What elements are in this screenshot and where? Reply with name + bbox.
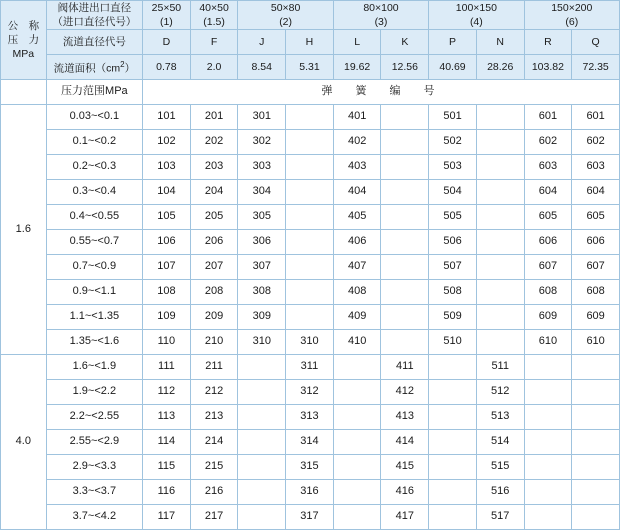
spring-code: 503 (429, 155, 477, 180)
spring-code: 214 (190, 430, 238, 455)
spring-code: 513 (476, 405, 524, 430)
size-group-3-size: 80×100 (363, 2, 399, 14)
spring-code: 609 (524, 305, 572, 330)
pressure-range: 0.03~<0.1 (46, 105, 142, 130)
spring-code (286, 255, 334, 280)
channel-area-header: 流道面积$(cm^2)$ (46, 55, 142, 80)
table-row (1, 155, 620, 180)
pressure-range: 0.1~<0.2 (46, 130, 142, 155)
spring-code (286, 230, 334, 255)
spring-code (381, 255, 429, 280)
nominal-pressure-4-0: 4.0 (1, 355, 47, 530)
pressure-range: 3.3~<3.7 (46, 480, 142, 505)
size-group-1-size: 40×50 (199, 2, 229, 14)
spring-code: 114 (143, 430, 191, 455)
spring-code: 401 (333, 105, 381, 130)
spring-code (333, 380, 381, 405)
size-group-5-size: 150×200 (551, 2, 593, 14)
channel-code-8: R (524, 30, 572, 55)
table-row (1, 105, 620, 130)
spring-code (286, 305, 334, 330)
channel-area-1: 2.0 (190, 55, 238, 80)
channel-code-0: D (143, 30, 191, 55)
spring-code: 608 (524, 280, 572, 305)
spring-code (572, 430, 620, 455)
pressure-range: 1.6~<1.9 (46, 355, 142, 380)
channel-code-6: P (429, 30, 477, 55)
spring-code: 508 (429, 280, 477, 305)
size-group-4 (429, 1, 524, 30)
table-row (1, 180, 620, 205)
pressure-range: 1.1~<1.35 (46, 305, 142, 330)
size-group-0-code: (1) (159, 16, 173, 29)
spring-code (524, 355, 572, 380)
spring-code: 414 (381, 430, 429, 455)
spring-code (524, 430, 572, 455)
table-row (1, 255, 620, 280)
spring-code (524, 480, 572, 505)
channel-code-9: Q (572, 30, 620, 55)
table-row (1, 430, 620, 455)
spring-code: 203 (190, 155, 238, 180)
spring-code: 217 (190, 505, 238, 530)
pressure-range: 2.55~<2.9 (46, 430, 142, 455)
spring-code: 303 (238, 155, 286, 180)
spring-code: 205 (190, 205, 238, 230)
channel-code-4: L (333, 30, 381, 55)
spring-code: 606 (572, 230, 620, 255)
channel-code-header: 流道直径代号 (46, 30, 142, 55)
spring-code: 407 (333, 255, 381, 280)
spring-number-band-row (1, 80, 620, 105)
channel-area-3: 5.31 (286, 55, 334, 80)
spring-code (429, 355, 477, 380)
pressure-range: 0.7~<0.9 (46, 255, 142, 280)
spring-code: 208 (190, 280, 238, 305)
spring-code: 403 (333, 155, 381, 180)
pressure-range: 2.2~<2.55 (46, 405, 142, 430)
spring-code (238, 380, 286, 405)
pressure-range: 1.9~<2.2 (46, 380, 142, 405)
spring-code (572, 355, 620, 380)
table-row (1, 455, 620, 480)
pressure-range: 1.35~<1.6 (46, 330, 142, 355)
spring-code: 402 (333, 130, 381, 155)
spring-code (238, 405, 286, 430)
size-group-4-size: 100×150 (455, 2, 497, 14)
table-row (1, 280, 620, 305)
spring-code: 601 (524, 105, 572, 130)
channel-area-0: 0.78 (143, 55, 191, 80)
pressure-range: 0.3~<0.4 (46, 180, 142, 205)
spring-code (429, 480, 477, 505)
size-group-4-code: (4) (469, 16, 483, 29)
spring-code: 207 (190, 255, 238, 280)
spring-code (286, 155, 334, 180)
spring-code (286, 105, 334, 130)
spring-code: 101 (143, 105, 191, 130)
spring-code (238, 505, 286, 530)
spring-code: 305 (238, 205, 286, 230)
spring-code: 408 (333, 280, 381, 305)
spring-code: 506 (429, 230, 477, 255)
spring-code: 608 (572, 280, 620, 305)
spring-code: 607 (524, 255, 572, 280)
spring-code (381, 280, 429, 305)
spring-code: 107 (143, 255, 191, 280)
spring-code (238, 480, 286, 505)
header-row-channel-areas (1, 55, 620, 80)
size-group-3 (333, 1, 428, 30)
spring-code: 609 (572, 305, 620, 330)
size-group-2 (238, 1, 333, 30)
spring-code (476, 330, 524, 355)
spring-code: 602 (524, 130, 572, 155)
area-unit-exponent: 2 (120, 59, 125, 69)
table-body (1, 1, 620, 530)
channel-area-6: 40.69 (429, 55, 477, 80)
spring-code (476, 280, 524, 305)
spring-code (429, 505, 477, 530)
spring-code (333, 505, 381, 530)
channel-area-7: 28.26 (476, 55, 524, 80)
size-group-1 (190, 1, 238, 30)
spring-code: 502 (429, 130, 477, 155)
nominal-line-2: 压 力 (7, 34, 40, 47)
spring-code: 605 (524, 205, 572, 230)
size-group-3-code: (3) (374, 16, 388, 29)
pressure-range: 0.4~<0.55 (46, 205, 142, 230)
spring-code (286, 280, 334, 305)
spring-code (381, 205, 429, 230)
channel-code-1: F (190, 30, 238, 55)
spring-code: 106 (143, 230, 191, 255)
spring-code (333, 405, 381, 430)
spring-code: 412 (381, 380, 429, 405)
spring-code: 105 (143, 205, 191, 230)
spring-code: 310 (238, 330, 286, 355)
spring-code: 411 (381, 355, 429, 380)
table-row (1, 230, 620, 255)
spring-code: 302 (238, 130, 286, 155)
spring-code (524, 380, 572, 405)
spring-code: 607 (572, 255, 620, 280)
size-group-5-code: (6) (565, 16, 579, 29)
table-row (1, 205, 620, 230)
spring-code (429, 405, 477, 430)
spring-code (286, 205, 334, 230)
size-group-2-size: 50×80 (270, 2, 301, 14)
spring-code: 516 (476, 480, 524, 505)
spring-number-band-label: 弹 簧 编 号 (143, 80, 620, 105)
table-row (1, 355, 620, 380)
spring-code (572, 405, 620, 430)
spring-code: 304 (238, 180, 286, 205)
spring-code (238, 355, 286, 380)
spring-code: 310 (286, 330, 334, 355)
spring-code: 504 (429, 180, 477, 205)
channel-code-5: K (381, 30, 429, 55)
spring-code: 301 (238, 105, 286, 130)
spring-code: 206 (190, 230, 238, 255)
spring-code: 610 (524, 330, 572, 355)
valve-diameter-header (46, 1, 142, 30)
table-row (1, 330, 620, 355)
spring-code: 313 (286, 405, 334, 430)
spring-code: 311 (286, 355, 334, 380)
spring-code (476, 205, 524, 230)
spring-code: 202 (190, 130, 238, 155)
spring-code: 603 (524, 155, 572, 180)
nominal-pressure-1-6: 1.6 (1, 105, 47, 355)
table-row (1, 405, 620, 430)
spring-code (476, 155, 524, 180)
spring-code: 312 (286, 380, 334, 405)
spring-code: 211 (190, 355, 238, 380)
spring-code: 603 (572, 155, 620, 180)
spring-code (333, 455, 381, 480)
spring-code (429, 430, 477, 455)
channel-area-5: 12.56 (381, 55, 429, 80)
pressure-range: 0.55~<0.7 (46, 230, 142, 255)
table-row (1, 305, 620, 330)
spring-code: 610 (572, 330, 620, 355)
spring-code: 409 (333, 305, 381, 330)
size-group-2-code: (2) (279, 16, 293, 29)
nominal-line-3: MPa (12, 48, 35, 61)
spring-code: 204 (190, 180, 238, 205)
spring-code (524, 405, 572, 430)
spring-code: 113 (143, 405, 191, 430)
spring-code (238, 455, 286, 480)
spring-code: 215 (190, 455, 238, 480)
spring-code (238, 430, 286, 455)
spring-code (476, 305, 524, 330)
spring-code: 309 (238, 305, 286, 330)
channel-area-9: 72.35 (572, 55, 620, 80)
spring-code: 209 (190, 305, 238, 330)
spring-code: 213 (190, 405, 238, 430)
spring-code: 415 (381, 455, 429, 480)
nominal-pressure-header (1, 1, 47, 80)
spring-code: 104 (143, 180, 191, 205)
spring-code: 511 (476, 355, 524, 380)
spring-code: 201 (190, 105, 238, 130)
pressure-range: 0.9~<1.1 (46, 280, 142, 305)
spring-code (476, 180, 524, 205)
spring-code (381, 105, 429, 130)
spring-code: 509 (429, 305, 477, 330)
channel-code-7: N (476, 30, 524, 55)
spring-code: 406 (333, 230, 381, 255)
spring-code: 410 (333, 330, 381, 355)
spring-code: 515 (476, 455, 524, 480)
spring-code: 115 (143, 455, 191, 480)
spring-code: 606 (524, 230, 572, 255)
spring-code: 306 (238, 230, 286, 255)
spring-code (381, 130, 429, 155)
pressure-range: 2.9~<3.3 (46, 455, 142, 480)
spring-code: 512 (476, 380, 524, 405)
spring-code (286, 130, 334, 155)
spring-code: 102 (143, 130, 191, 155)
spring-code: 210 (190, 330, 238, 355)
spring-code: 510 (429, 330, 477, 355)
size-group-1-code: (1.5) (203, 16, 225, 29)
nominal-line-1: 公 称 (7, 19, 40, 32)
spring-code: 507 (429, 255, 477, 280)
spring-code: 117 (143, 505, 191, 530)
spring-code (429, 455, 477, 480)
spring-code: 116 (143, 480, 191, 505)
size-group-0-size: 25×50 (151, 2, 182, 14)
spring-code: 103 (143, 155, 191, 180)
spring-code: 404 (333, 180, 381, 205)
pressure-range: 3.7~<4.2 (46, 505, 142, 530)
spring-code (333, 355, 381, 380)
spring-code: 316 (286, 480, 334, 505)
spring-code (524, 455, 572, 480)
spring-code (572, 480, 620, 505)
channel-area-4: 19.62 (333, 55, 381, 80)
spring-code: 109 (143, 305, 191, 330)
channel-area-2: 8.54 (238, 55, 286, 80)
spring-code: 514 (476, 430, 524, 455)
table-row (1, 480, 620, 505)
size-group-5 (524, 1, 619, 30)
header-row-sizes (1, 1, 620, 30)
spring-code: 405 (333, 205, 381, 230)
spring-code: 413 (381, 405, 429, 430)
spring-code: 308 (238, 280, 286, 305)
spring-code (286, 180, 334, 205)
spring-code (333, 480, 381, 505)
spring-code (381, 230, 429, 255)
spring-code: 111 (143, 355, 191, 380)
spring-code: 416 (381, 480, 429, 505)
spring-code: 604 (572, 180, 620, 205)
valve-diameter-header-line1: 阀体进出口直径 (57, 2, 132, 14)
spring-code: 307 (238, 255, 286, 280)
channel-code-2: J (238, 30, 286, 55)
spring-code (381, 180, 429, 205)
size-group-0 (143, 1, 191, 30)
table-row (1, 505, 620, 530)
spring-code: 417 (381, 505, 429, 530)
spring-code: 112 (143, 380, 191, 405)
table-row (1, 380, 620, 405)
header-row-channel-codes (1, 30, 620, 55)
spring-code: 601 (572, 105, 620, 130)
spring-code: 314 (286, 430, 334, 455)
pressure-range: 0.2~<0.3 (46, 155, 142, 180)
spring-code (524, 505, 572, 530)
spring-code: 505 (429, 205, 477, 230)
valve-diameter-header-line2: （进口直径代号） (52, 16, 137, 29)
spring-code (572, 505, 620, 530)
spring-code: 315 (286, 455, 334, 480)
spring-code: 216 (190, 480, 238, 505)
channel-area-8: 103.82 (524, 55, 572, 80)
pressure-range-header: 压力范围MPa (46, 80, 142, 105)
spring-code: 108 (143, 280, 191, 305)
spring-code (381, 155, 429, 180)
spring-code: 501 (429, 105, 477, 130)
spring-code: 517 (476, 505, 524, 530)
nominal-pressure-band-cell (1, 80, 47, 105)
table-row (1, 130, 620, 155)
spring-code: 212 (190, 380, 238, 405)
spring-code (476, 130, 524, 155)
spring-code: 604 (524, 180, 572, 205)
spring-code: 317 (286, 505, 334, 530)
spring-code (572, 455, 620, 480)
spring-code: 602 (572, 130, 620, 155)
spring-code: 110 (143, 330, 191, 355)
spring-code (572, 380, 620, 405)
spring-code (476, 230, 524, 255)
spring-code (429, 380, 477, 405)
spring-code (333, 430, 381, 455)
channel-code-3: H (286, 30, 334, 55)
spring-code (381, 305, 429, 330)
spring-code (476, 255, 524, 280)
spring-code: 605 (572, 205, 620, 230)
spring-code (381, 330, 429, 355)
spring-code (476, 105, 524, 130)
